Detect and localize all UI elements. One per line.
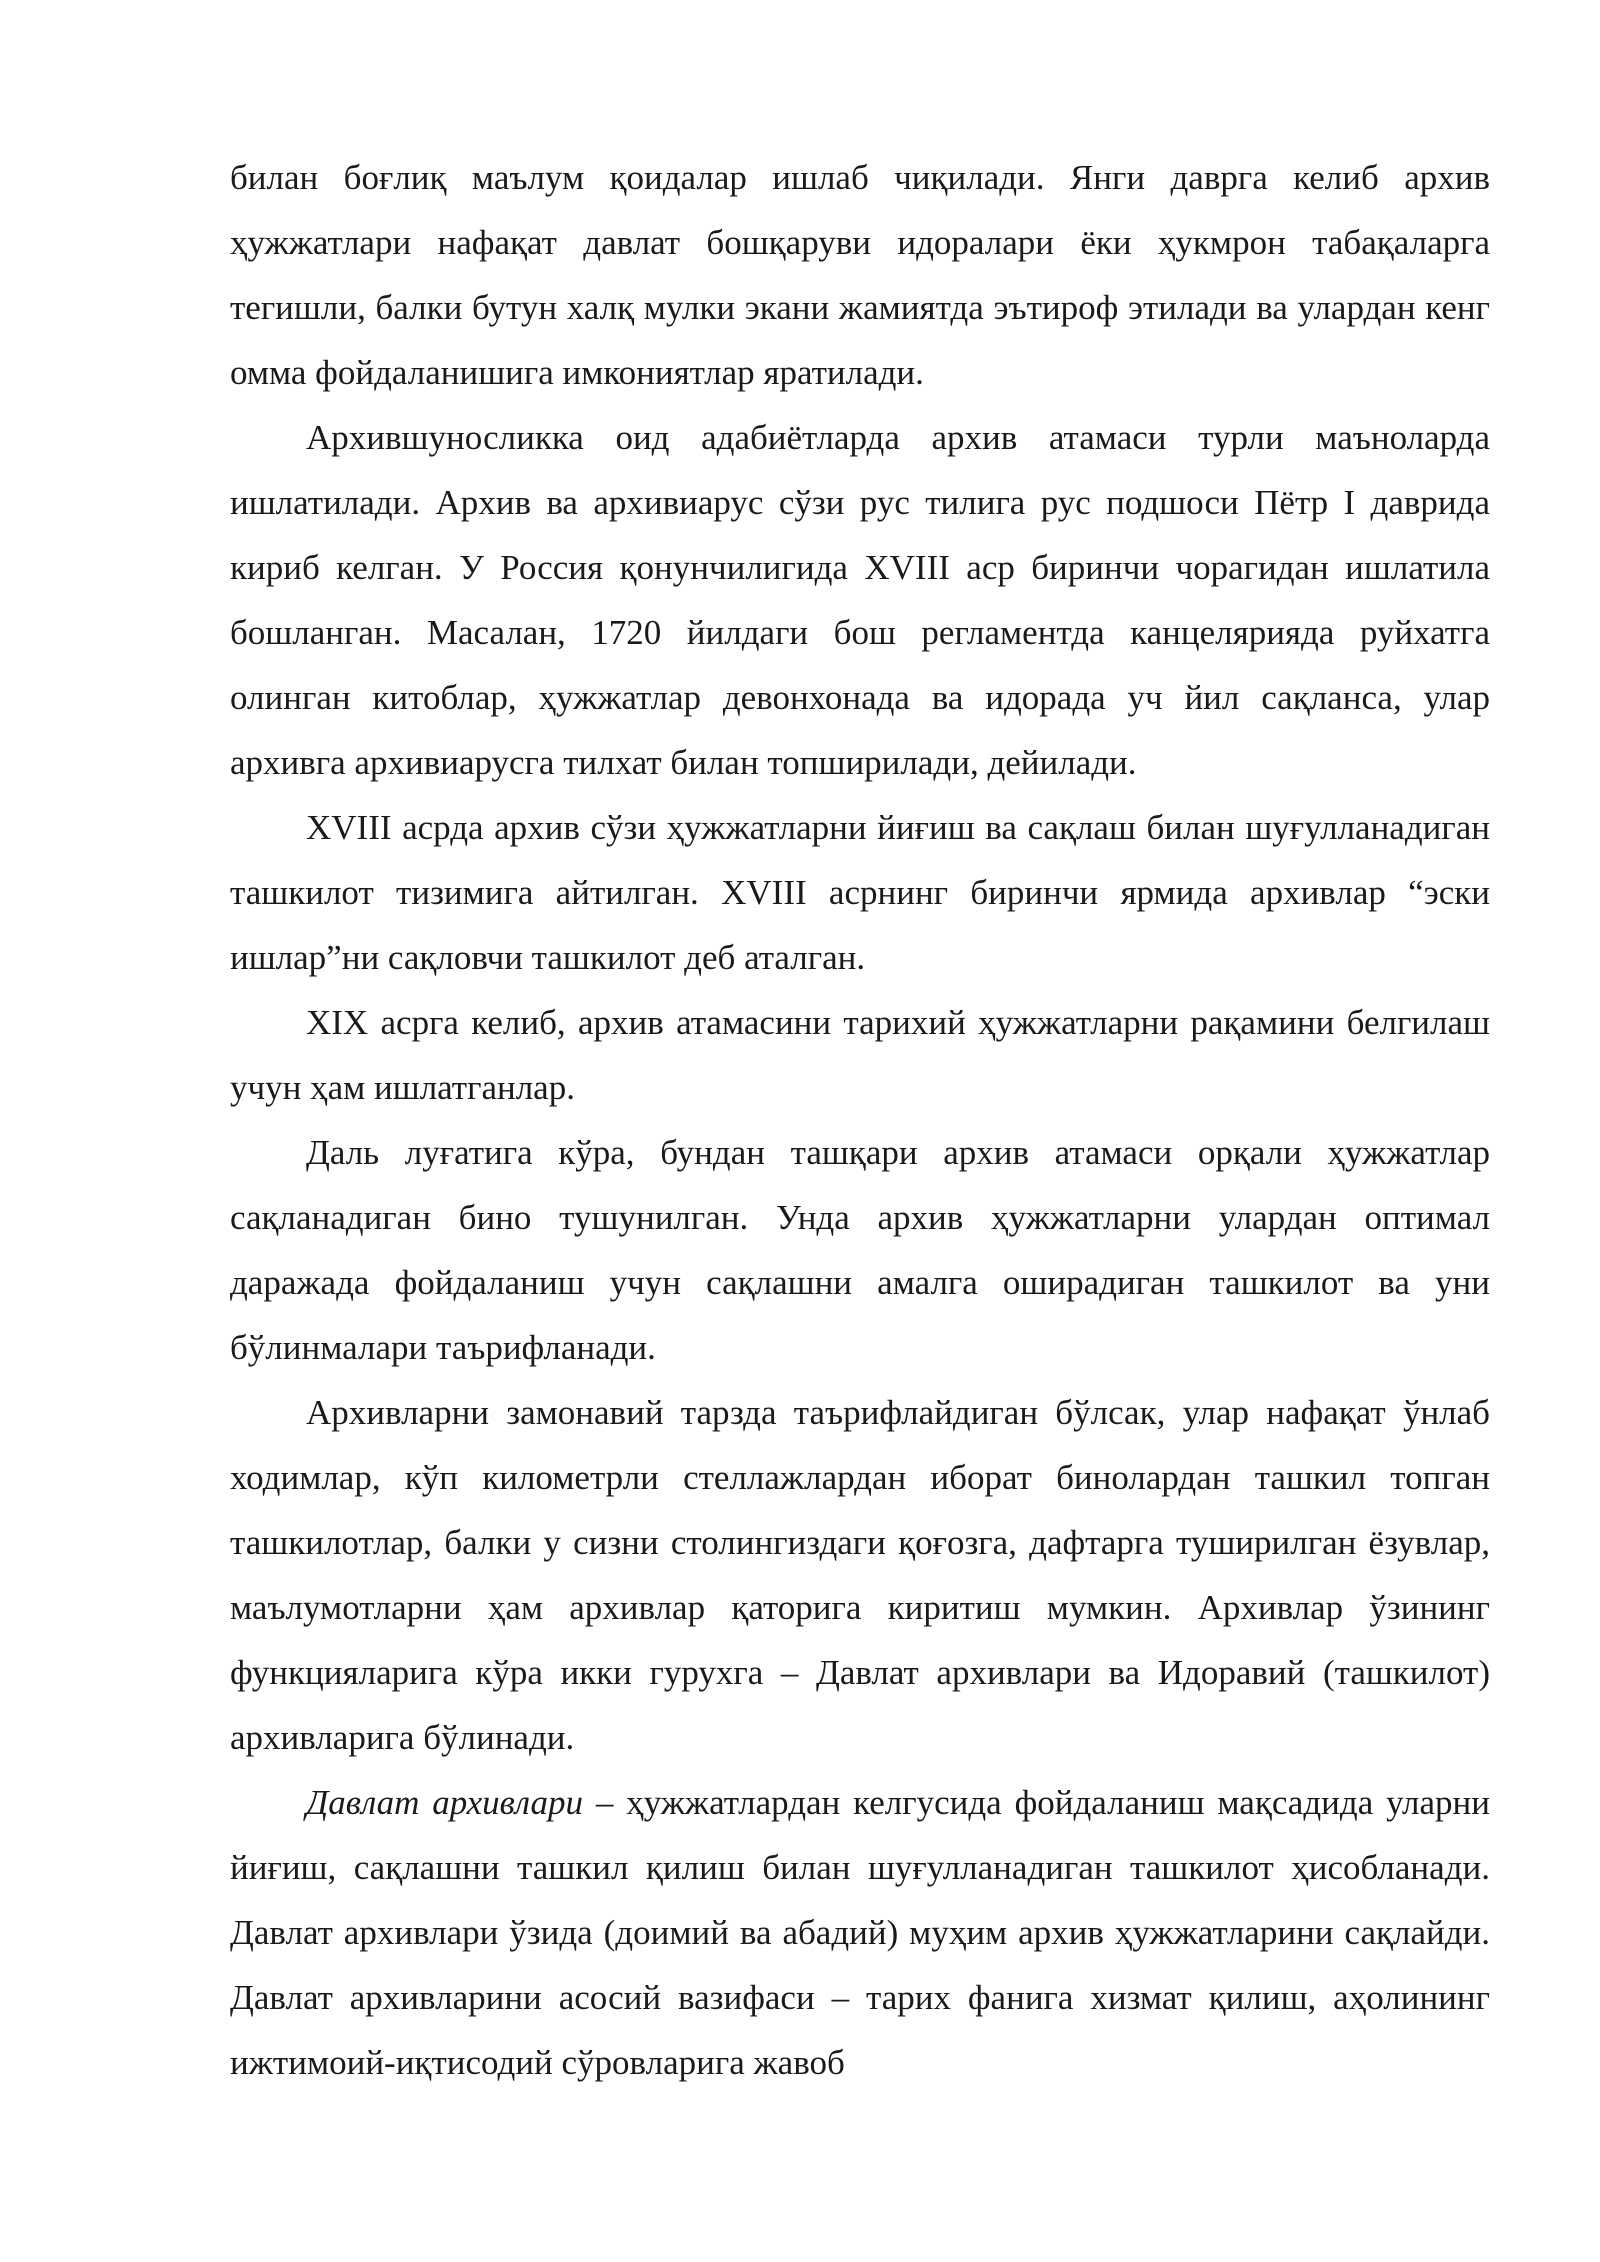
paragraph-6 (230, 1380, 1490, 1770)
paragraph-text: XIX асрга келиб, архив атамасини тарихий ҳужжатларни рақамини белгилаш учун ҳам ишлатганлар. (230, 1003, 1490, 1107)
paragraph-text: Архивларни замонавий тарзда таърифлайдиган бўлсак, улар нафақат ўнлаб ходимлар, кўп километрли стеллажлардан иборат бинолардан ташкил топган ташкилотлар, балки у сизни столингиздаги қоғозга, дафтарга туширилган ёзувлар, маълумотларни ҳам архивлар қаторига киритиш мумкин. Архивлар ўзининг функцияларига кўра икки гурухга – Давлат архивлари ва Идоравий (ташкилот) архивларига бўлинади. (230, 1393, 1490, 1757)
paragraph-text: билан боғлиқ маълум қоидалар ишлаб чиқилади. Янги даврга келиб архив ҳужжатлари нафақат давлат бошқаруви идоралари ёки ҳукмрон табақаларга тегишли, балки бутун халқ мулки экани жамиятда эътироф этилади ва улардан кенг омма фойдаланишига имкониятлар яратилади. (230, 158, 1490, 392)
paragraph-1 (230, 145, 1490, 405)
paragraph-text: Даль луғатига кўра, бундан ташқари архив атамаси орқали ҳужжатлар сақланадиган бино тушунилган. Унда архив ҳужжатларни улардан оптимал даражада фойдаланиш учун сақлашни амалга оширадиган ташкилот ва уни бўлинмалари таърифланади. (230, 1133, 1490, 1367)
paragraph-text: Архившуносликка оид адабиётларда архив атамаси турли маъноларда ишлатилади. Архив ва архивиарус сўзи рус тилига рус подшоси Пётр I даврида кириб келган. У Россия қонунчилигида XVIII аср биринчи чорагидан ишлатила бошланган. Масалан, 1720 йилдаги бош регламентда канцелярияда руйхатга олинган китоблар, ҳужжатлар девонхонада ва идорада уч йил сақланса, улар архивга архивиарусга тилхат билан топширилади, дейилади. (230, 418, 1490, 782)
paragraph-2 (230, 405, 1490, 795)
paragraph-4 (230, 990, 1490, 1120)
paragraph-7 (230, 1770, 1490, 2095)
paragraph-3 (230, 795, 1490, 990)
paragraph-text: – ҳужжатлардан келгусида фойдаланиш мақсадида уларни йиғиш, сақлашни ташкил қилиш билан шуғулланадиган ташкилот ҳисобланади. Давлат архивлари ўзида (доимий ва абадий) муҳим архив ҳужжатларини сақлайди. Давлат архивларини асосий вазифаси – тарих фанига хизмат қилиш, аҳолининг ижтимоий-иқтисодий сўровларига жавоб (230, 1783, 1490, 2082)
paragraph-5 (230, 1120, 1490, 1380)
paragraph-italic-lead: Давлат архивлари (306, 1783, 583, 1822)
paragraph-text: XVIII асрда архив сўзи ҳужжатларни йиғиш ва сақлаш билан шуғулланадиган ташкилот тизимига айтилган. XVIII асрнинг биринчи ярмида архивлар “эски ишлар”ни сақловчи ташкилот деб аталган. (230, 808, 1490, 977)
document-body (230, 145, 1490, 2095)
